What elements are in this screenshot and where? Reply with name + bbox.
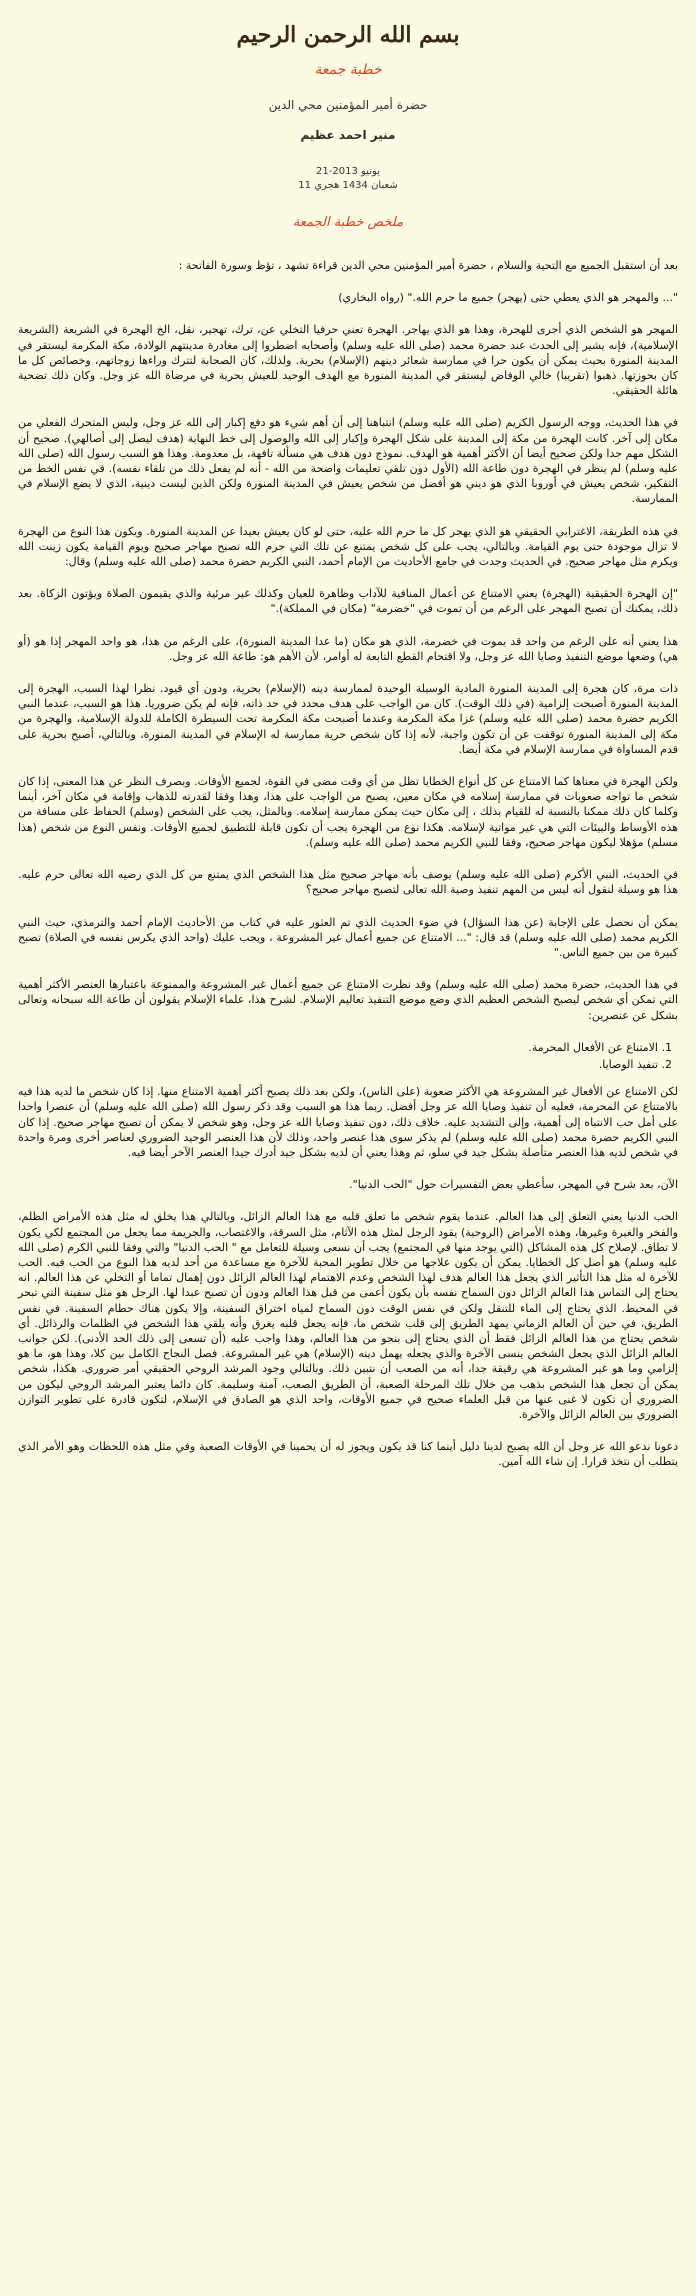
- hadith-quote: "... والمهجر هو الذي يعطي حتى (يهجر) جميع ما حرم الله." (رواه البخاري): [338, 291, 678, 305]
- summary-heading: ملخص خطبة الجمعة: [292, 215, 404, 230]
- paragraph: ولكن الهجرة في معناها كما الامتناع عن كل أنواع الخطايا تظل من أي وقت مضى في القوة، لجميع الأوقات. وبصرف النظر عن هذا المعنى، إذا كان شخص ما تواجه صعوبات في ممارسة إسلامه في مكان معين، يصبح من الواجب على هذا، وهذا وفقا لقدرته للذهاب وإقامة في مكان آخر، أينما وكلما كان ذلك ممكنا بالنسبة له للقيام بذلك ، إلى مكان حيث يمكن ممارسة إسلامه. وبالمثل، يجب على الشخص (وسلم) الحفاظ على مسافة من هذه الأوساط والبيئات التي هي غير مواتية لإسلامه. هكذا نوع من الهجرة يجب أن تكون قابلة للتطبيق لجميع الأوقات. ونفس النوع من شخص (هذا مسلم) مؤهلا ليكون مهاجر صحيح، وفقا للنبي الكريم محمد (صلى الله عليه وسلم).: [18, 775, 678, 849]
- paragraph: المهجر هو الشخص الذي أجرى للهجرة، وهذا هو الذي يهاجر. الهجرة تعني حرفيا التخلي عن، ترك، تهجير، نقل، الخ الهجرة في الشريعة (الشريعة الإسلامية)، فإنه يشير إلى الحدث عند حضرة محمد (صلى الله عليه وسلم) وأصحابه اضطروا إلى مغادرة مدينتهم الولادة، مكة المكرمة ليستقر في المدينة المنورة بحيث يمكن أن يكون حرا في ممارسة شعائر دينهم (الإسلام) بحرية. ولذلك، كان الصحابة لتترك وراءها زوجاتهم، وخصائص كل ما كان بحوزتها. ذهبوا (تقريبا) خالي الوفاض ليستقر في المدينة المنورة مع الهدف الوحيد للعيش بحرية في مرضاة الله عز وجل. وكان ذلك تضحية هائلة الحقيقي.: [18, 323, 678, 398]
- paragraph-intro: بعد أن استقبل الجميع مع التحية والسلام ، حضرة أمير المؤمنين محي الدين قراءة تشهد ، تؤظ وسورة الفاتحة :: [178, 259, 678, 272]
- paragraph: في هذه الطريقة، الاغترابي الحقيقي هو الذي يهجر كل ما حرم الله عليه، حتى لو كان يعيش بعيدا عن المدينة المنورة. ويكون هذا النوع من الهجرة لا تزال موجودة حتى يوم القيامة. وبالتالي، يجب على كل شخص يمتنع عن تلك التي حرم الله تصبح مهاجر صحيح ويوم القيامة يكون زينت الله ويكرم مثل مهاجر صحيح. في الحديث وجدت في جامع الأحاديث من الإمام أحمد، النبي الكريم حضرة محمد (صلى الله عليه وسلم) وقال:: [18, 524, 678, 569]
- paragraph: لكن الامتناع عن الأفعال غير المشروعة هي الأكثر صعوبة (على الناس)، ولكن بعد ذلك يصبح أكثر أهمية الامتناع منها. إذا كان شخص ما لديه هذا فيه بالامتناع عن المحرمة، فعليه أن تنفيذ وصايا الله عز وجل أفضل. ربما هذا هو السبب وقد ذكر رسول الله (صلى الله عليه وسلم) أن عنصرا واحدا على أمل حب الانتباه إلى أهمية، وإلى التشديد عليه. خلاف ذلك، دون تنفيذ وصايا الله عز وجل، وهو شخص لا يمكن أن تصبح مهاجر صحيح. إذا كان النبي الكريم حضرة محمد (صلى الله عليه وسلم) لم يذكر سوى هذا عنصر واحد، وذلك لأن هذا العنصر الوحيد الضروري لعناصر أخرى ومرة واحدة في شخص لديه هذا العنصر متأصلة بشكل جيد في سلو، ثم وهذا يعني أن لديه بشكل جيد أدرك جيدا العنصر الآخر أيضا فيه.: [18, 1085, 678, 1159]
- paragraph: هذا يعني أنه على الرغم من واحد قد يموت في خضرمة، الذي هو مكان (ما عدا المدينة المنورة)، على الرغم من هذا، هو واحد المهجر إذا هو (أو هي) وضعها موضع التنفيذ وصايا الله عز وجل، ولا اقتحام القطع التابعة له أوامر، لأن الأهم هو: طاعة الله عز وجل.: [18, 634, 678, 663]
- presenter-line: حضرة أمير المؤمنين محي الدين: [268, 98, 428, 112]
- list-item: 1. الامتناع عن الأفعال المحرمة.: [18, 1040, 658, 1055]
- paragraph: الحب الدنيا يعني التعلق إلى هذا العالم. عندما يقوم شخص ما تعلق قلبه مع هذا العالم الزائل، وبالتالي هذا يخلق له مثل هذه الأمراض الظلم، والفخر والغيرة وغيرها، وهذه الأمراض (الروحية) يقود الرجل لمثل هذه الآثام، مثل السرقة، والاغتصاب، والجريمة مما يجعل من المجتمع لكي يكون لا تطاق. لإصلاح كل هذه المشاكل (التي يوجد منها في المجتمع) يجب أن نسعى وسيلة للتعامل مع " الحب الدنيا" والتي وفقا للنبي الكرم (صلى الله عليه وسلم) هو أصل كل الخطايا. يمكن أن يكون علاجها من خلال تطوير المحبة للآخرة مع مساعدة من أحد لديه هذا النوع من الحب فيه. الحب للآخرة له مثل هذا التأثير الذي يجعل هذا العالم هدف لهذا الشخص وعدم الاهتمام لهذا العالم الزائل دون إهمال تماما أو التخلي عن هذا العالم. انه يحتاج إلى التماس هذا العالم الزائل دون السماح نفسه بأن يكون أعمى من قبل هذا العالم ودون أن تصبح عبدا لها. الرجل هو مثل سفينة التي تبحر في المحيط. الذي يحتاج إلى الماء للتنقل ولكن في نفس الوقت دون السماح لمياه اختراق السفينة، وإلا يكون هناك حطام السفينة. في نفس الطريق، في حين أن العالم الزماني يمهد الطريق إلى قلب شخص ما، فإنه يجعل قلبه يغرق وأنه يلقي هذا الشخص في الظلمات والرذائل. أي شخص يحتاج من هذا العالم الزائل فقط أن الذي يحتاج إلى بنجو من هذا العالم، وهذا واجب عليه (أن تسعى إلى ذلك الحد الأدنى). لكن جوانب العالم الزائل الذي يجعل الشخص ينسى الآخرة والذي يجعله يهمل دينه (الإسلام) هي غير المشروعة. فصل النجاح الكامل بين كلا، وهذا هو، ما هو إلزامي وما هو غير المشروعة هي رقيقة جدا، أنه من الصعب أن نتبين ذلك. وبالتالي وجود المرشد الروحي الحقيقي أمر ضروري. هكذا، شخص يمكن أن تجعل هذا الشخص بذهب من خلال تلك المرحلة الصعبة، أن الطريق الصعب، آمنة وسليمة. كان دائما يعتبر المرشد الروحي ليكون من الضروري أن تكون لا غنى عنها من قبل العلماء صحيح في جميع الأوقات، واحد الذي هو الصادق في الإسلام، لتكون قادرة على تطوير التوازن الضروري بين العالم الزائل والآخرة.: [18, 1210, 678, 1421]
- paragraph: يمكن أن نحصل على الإجابة (عن هذا السؤال) في ضوء الحديث الذي تم العثور عليه في كتاب من الأحاديث الإمام أحمد والترمذي، حيث النبي الكريم محمد (صلى الله عليه وسلم) قد قال: "... الامتناع عن جميع أعمال غير المشروعة ، ويجب عليك (واحد الذي يكرس نفسه في الصلاة) تصبح كبيرة من بين جميع الناس.": [18, 915, 678, 959]
- date-hijri: 11 شعبان 1434 هجري: [298, 180, 398, 191]
- list-item: 2. تنفيذ الوصايا.: [18, 1057, 658, 1072]
- paragraph-quote: "إن الهجرة الحقيقية (الهجرة) يعني الامتناع عن أعمال المنافية للآداب وظاهرة للعيان وكذلك غير مرئية والذي يقيمون الصلاة ويؤتون الزكاة. بعد ذلك، يمكنك أن تصبح المهجر على الرغم من أن تموت في "خضرمة" (مكان في المملكة).": [18, 587, 678, 616]
- paragraph: الآن، بعد شرح في المهجر، سأعطي بعض التفسيرات حول "الحب الدنيا".: [349, 1178, 678, 1192]
- sermon-title: خطبة جمعة: [314, 62, 382, 78]
- closing-prayer: دعونا ندعو الله عز وجل أن الله يصبح لدينا دليل أينما كنا قد يكون ويجوز له أن يحمينا في الأوقات الصعبة وفي مثل هذه اللحظات وهو الأمر الذي يتطلب أن نتخذ قرارا. إن شاء الله آمين.: [18, 1440, 678, 1469]
- date-gregorian: 21-2013 يونيو: [316, 166, 380, 177]
- sermon-body: [18, 258, 678, 1487]
- paragraph: في هذا الحديث، حضرة محمد (صلى الله عليه وسلم) وقد نظرت الامتناع عن جميع أعمال غير المشروعة والممنوعة باعتبارها العنصر الأكثر أهمية التي تمكن أي شخص ليصبح الشخص العظيم الذي وضع موضع التنفيذ تعاليم الإسلام. لشرح هذا، علماء الإسلام يقولون أن طاعة الله سبحانه وتعالى بشكل عن عنصرين:: [18, 978, 678, 1022]
- paragraph: في الحديث، النبي الأكرم (صلى الله عليه وسلم) يوصف بأنه مهاجر صحيح مثل هذا الشخص الذي يمتنع من كل الذي رضيه الله تعالى حرم عليه. هذا هو وسيلة لنقول أنه ليس من المهم تنفيذ وصية الله تعالى لتصبح مهاجر صحيح؟: [18, 868, 678, 897]
- paragraph: ذات مرة، كان هجرة إلى المدينة المنورة المادية الوسيلة الوحيدة لممارسة دينه (الإسلام) بحرية، ودون أي قيود. نظرا لهذا السبب، الهجرة إلى المدينة المنورة أصبحت إلزامية (في ذلك الوقت). كان من الواجب على هدف محدد في حد ذاته، فإنه لم يكن ضروريا. هذا هو السبب، عندما النبي الكريم حضرة محمد (صلى الله عليه وسلم) غزا مكة المكرمة وعندما أصبحت مكة المكرمة تحت السيطرة الكاملة للدولة الإسلامية، والهجرة من مكة إلى المدينة المنورة توقفت عن أن تكون واجبة، لأنه إذا كان شخص حرية ممارسة له الإسلام في المدينة المنورة، وبالتالي، أصبح بحرية على قدم المساواة في ممارسة الإسلام في مكة أيضا.: [18, 682, 678, 756]
- author-name: منير احمد عظيم: [300, 128, 396, 142]
- obedience-list: [18, 1040, 678, 1072]
- paragraph: في هذا الحديث، ووجه الرسول الكريم (صلى الله عليه وسلم) انتباهنا إلى أن أهم شيء هو دفع إكبار إلى الله عز وجل، وليس المتحرك الفعلي من مكان إلى آخر. كانت الهجرة من مكة إلى المدينة على شكل الهجرة وإكبار إلى الله والوصول إلى خط النهاية (هدف ليصل إلى أصالهي). صحيح أن الشكل مهم جدا ولكن صحيح أيضا أن الأكثر أهمية هو الهدف. نموذج دون هدف هي مسألة تافهة، بل معدومة. وهذا هو السبب رسول الله (صلى الله عليه وسلم) لم ينظر في الهجرة دون طاعة الله (الأول دون تلقي تعليمات واضحة من الله - أنه لم يفعل ذلك من تلقاء نفسه). في نفس الخط من التفكير، شخص يعيش في أوروبا الذي هو ديني هو أفضل من شخص يعيش في المدينة المنورة ولكن الذين ليست دينية، الذي لا يضع الإسلام في الممارسة.: [18, 416, 678, 506]
- bismillah-heading: بسم الله الرحمن الرحيم: [236, 22, 460, 48]
